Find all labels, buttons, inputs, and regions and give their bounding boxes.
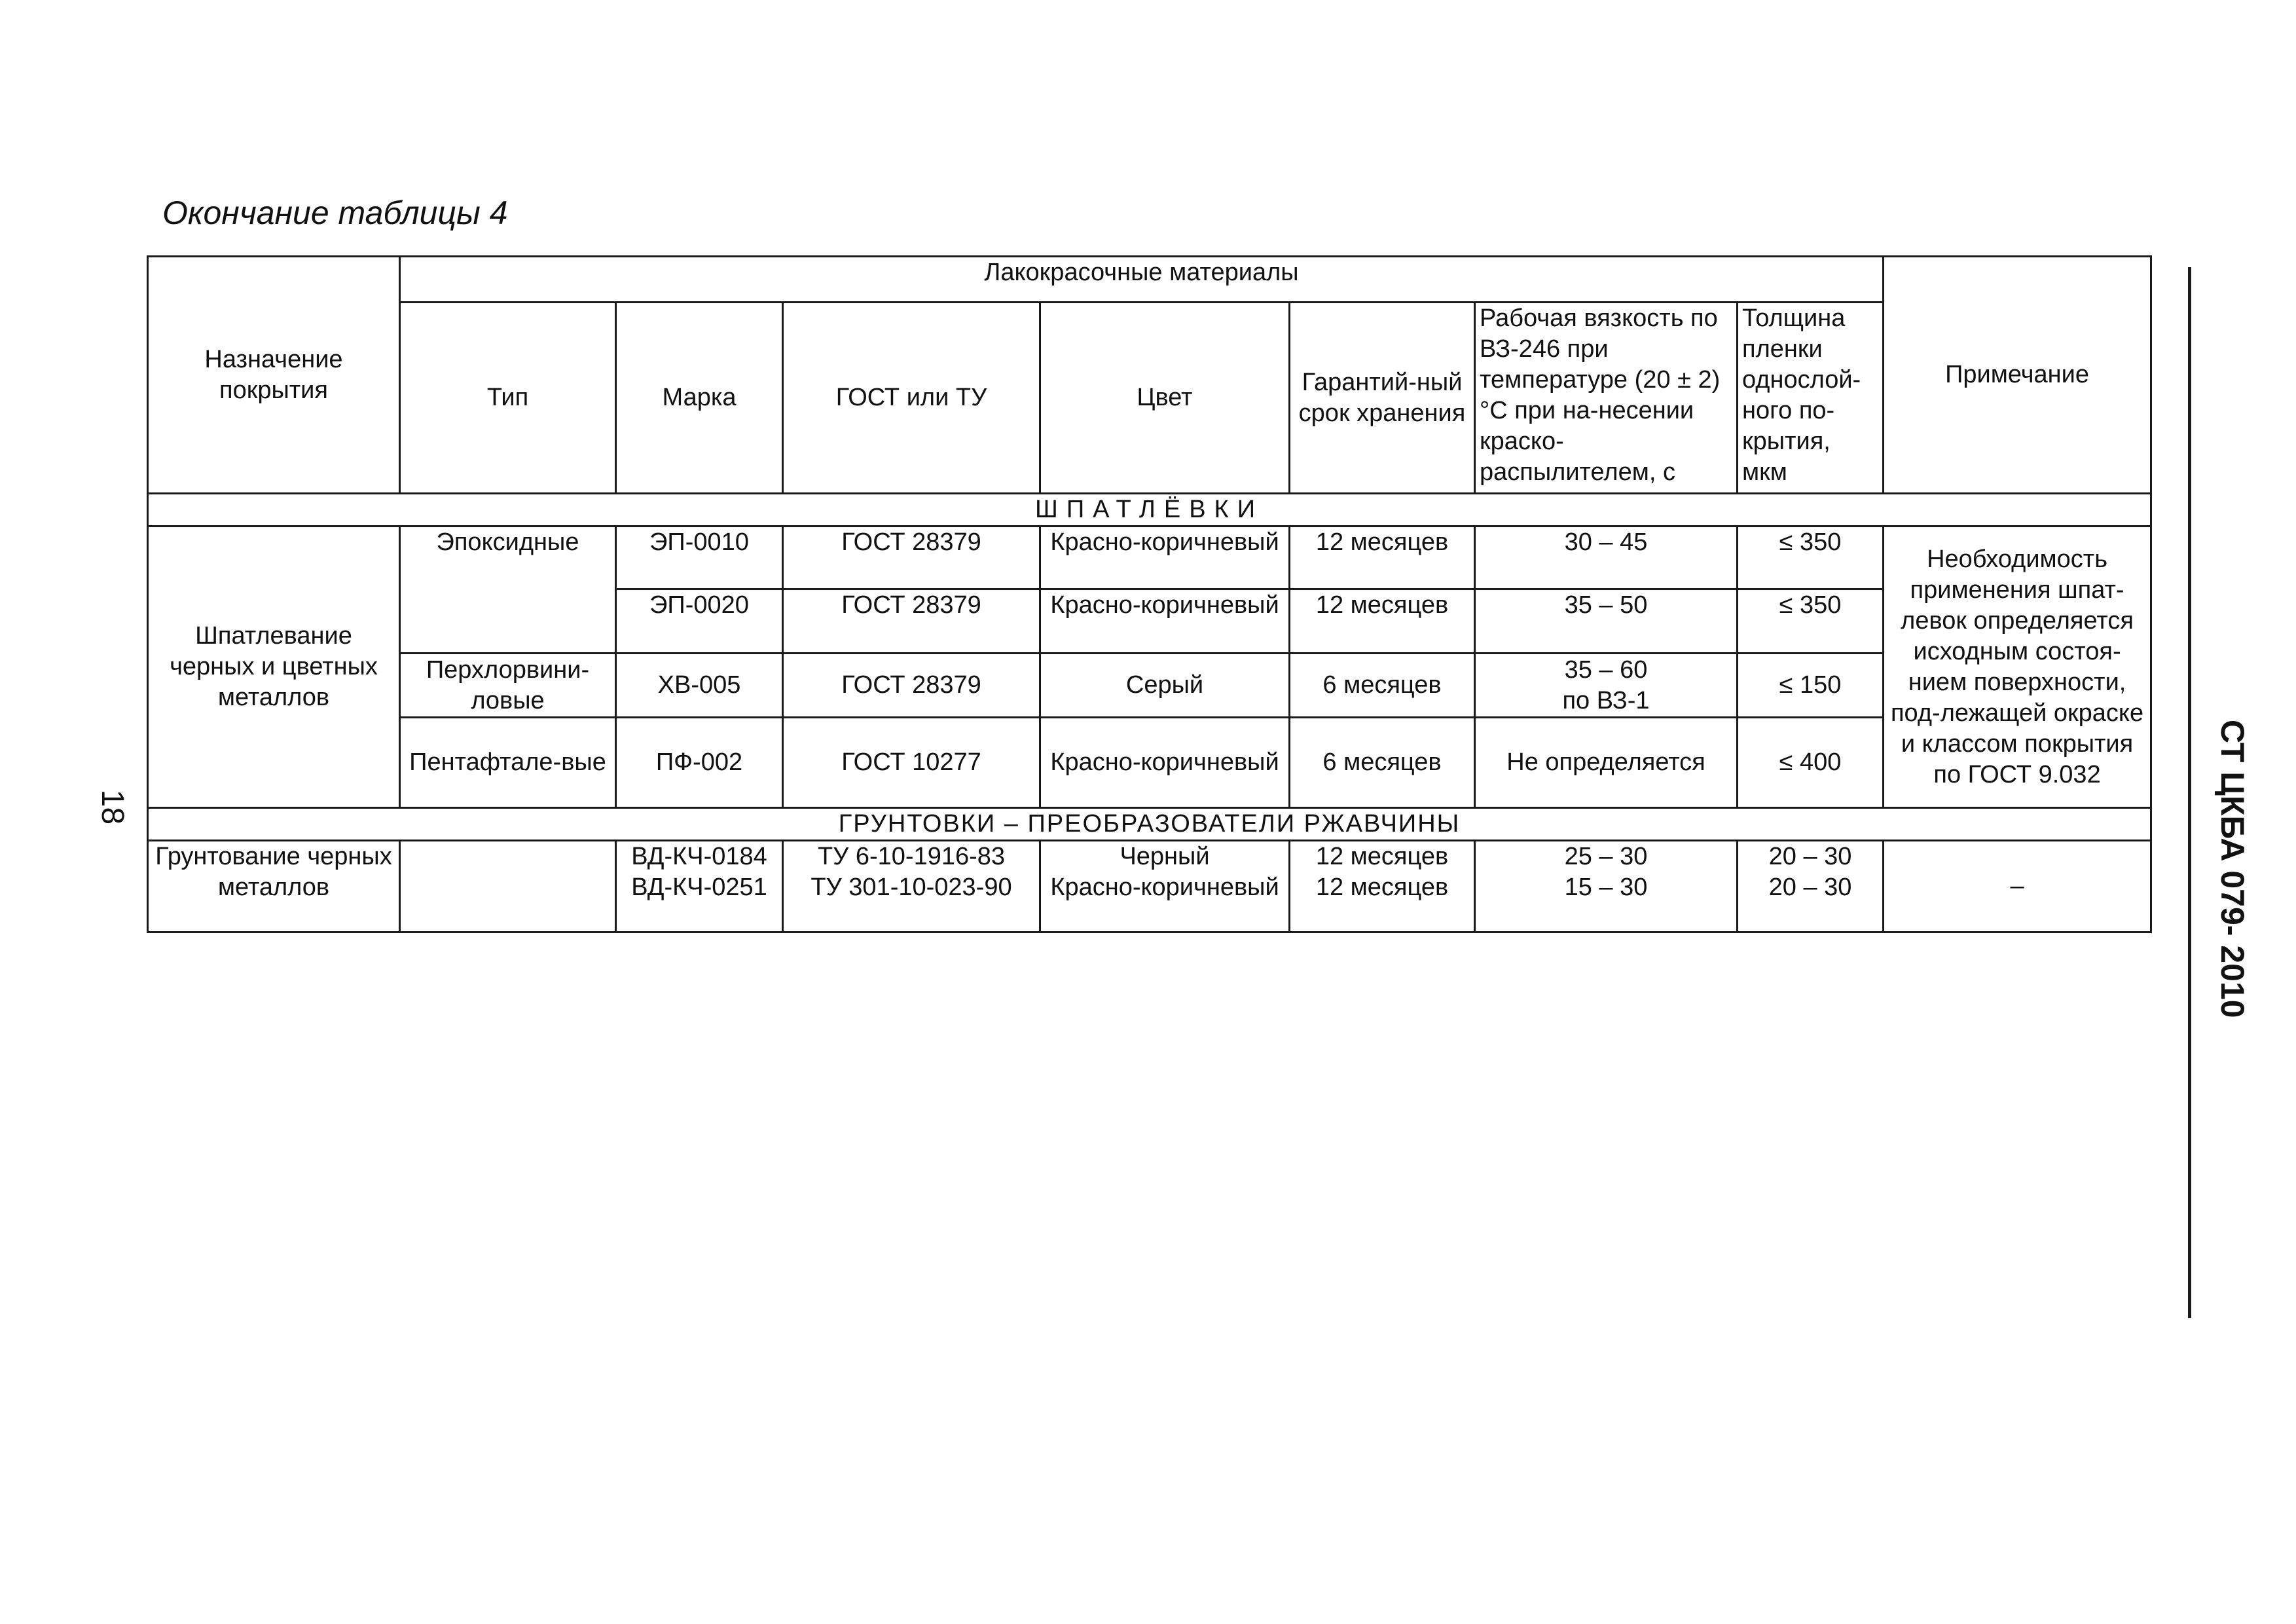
header-shelf-life: Гарантий-ный срок хранения xyxy=(1290,303,1475,494)
primers-viscosity-0184: 25 – 30 xyxy=(1564,843,1648,870)
primers-viscosity-0251: 15 – 30 xyxy=(1564,874,1648,901)
putty-thickness-hv005: ≤ 150 xyxy=(1738,654,1884,718)
table-caption: Окончание таблицы 4 xyxy=(162,194,508,231)
putty-thickness-ep0010: ≤ 350 xyxy=(1738,526,1884,589)
primers-shelf-life xyxy=(1290,841,1475,932)
primers-thickness xyxy=(1738,841,1884,932)
header-note: Примечание xyxy=(1884,257,2151,494)
putty-note: Необходимость применения шпат-левок определяется исходным состоя-нием поверхности, под-лежащей окраске и классом покрытия по ГОСТ 9.032 xyxy=(1884,526,2151,808)
putty-brand-ep0010: ЭП-0010 xyxy=(616,526,783,589)
page-number: 18 xyxy=(95,789,130,825)
putty-brand-pf002: ПФ-002 xyxy=(616,718,783,808)
primers-color xyxy=(1040,841,1290,932)
primers-thickness-0184: 20 – 30 xyxy=(1768,843,1852,870)
materials-table xyxy=(147,255,2152,933)
putty-viscosity-hv005-method: по ВЗ-1 xyxy=(1562,686,1650,714)
putty-color-pf002: Красно-коричневый xyxy=(1040,718,1290,808)
section-primers: ГРУНТОВКИ – ПРЕОБРАЗОВАТЕЛИ РЖАВЧИНЫ xyxy=(148,808,2151,841)
header-purpose: Назначение покрытия xyxy=(148,257,400,494)
primers-brand xyxy=(616,841,783,932)
putty-color-hv005: Серый xyxy=(1040,654,1290,718)
putty-color-ep0020: Красно-коричневый xyxy=(1040,589,1290,654)
putty-brand-hv005: ХВ-005 xyxy=(616,654,783,718)
primers-brand-0184: ВД-КЧ-0184 xyxy=(631,843,767,870)
primers-shelf-life-0251: 12 месяцев xyxy=(1315,874,1449,901)
putty-gost-pf002: ГОСТ 10277 xyxy=(783,718,1040,808)
primers-gost xyxy=(783,841,1040,932)
putty-viscosity-pf002: Не определяется xyxy=(1475,718,1738,808)
putty-purpose: Шпатлевание черных и цветных металлов xyxy=(148,526,400,808)
primers-purpose: Грунтование черных металлов xyxy=(148,841,400,932)
putty-brand-ep0020: ЭП-0020 xyxy=(616,589,783,654)
header-type: Тип xyxy=(400,303,616,494)
header-group: Лакокрасочные материалы xyxy=(400,257,1884,303)
header-brand: Марка xyxy=(616,303,783,494)
putty-viscosity-hv005 xyxy=(1475,654,1738,718)
putty-shelf-life-ep0010: 12 месяцев xyxy=(1290,526,1475,589)
putty-viscosity-ep0020: 35 – 50 xyxy=(1475,589,1738,654)
putty-type-perchlorovinyl: Перхлорвини-ловые xyxy=(400,654,616,718)
header-color: Цвет xyxy=(1040,303,1290,494)
primers-viscosity xyxy=(1475,841,1738,932)
putty-shelf-life-ep0020: 12 месяцев xyxy=(1290,589,1475,654)
primers-note: – xyxy=(1884,841,2151,932)
primers-gost-0251: ТУ 301-10-023-90 xyxy=(811,874,1012,901)
putty-thickness-pf002: ≤ 400 xyxy=(1738,718,1884,808)
putty-gost-ep0010: ГОСТ 28379 xyxy=(783,526,1040,589)
putty-type-epoxy: Эпоксидные xyxy=(400,526,616,654)
putty-color-ep0010: Красно-коричневый xyxy=(1040,526,1290,589)
header-gost: ГОСТ или ТУ xyxy=(783,303,1040,494)
putty-viscosity-ep0010: 30 – 45 xyxy=(1475,526,1738,589)
side-rule xyxy=(2188,267,2191,1318)
putty-shelf-life-hv005: 6 месяцев xyxy=(1290,654,1475,718)
primers-type xyxy=(400,841,616,932)
putty-viscosity-hv005-range: 35 – 60 xyxy=(1564,655,1648,684)
header-viscosity: Рабочая вязкость по ВЗ-246 при температуре (20 ± 2) °С при на-несении краско-распылителем, с xyxy=(1475,303,1738,494)
putty-gost-hv005: ГОСТ 28379 xyxy=(783,654,1040,718)
primers-color-0251: Красно-коричневый xyxy=(1050,874,1279,901)
primers-color-0184: Черный xyxy=(1120,843,1210,870)
putty-type-pentaphthalic: Пентафтале-вые xyxy=(400,718,616,808)
putty-thickness-ep0020: ≤ 350 xyxy=(1738,589,1884,654)
primers-thickness-0251: 20 – 30 xyxy=(1768,874,1852,901)
primers-gost-0184: ТУ 6-10-1916-83 xyxy=(817,843,1006,870)
section-putty: ШПАТЛЁВКИ xyxy=(148,494,2151,526)
putty-shelf-life-pf002: 6 месяцев xyxy=(1290,718,1475,808)
header-thickness: Толщина пленки однослой-ного по-крытия, мкм xyxy=(1738,303,1884,494)
document-code: СТ ЦКБА 079- 2010 xyxy=(2214,720,2251,1018)
putty-gost-ep0020: ГОСТ 28379 xyxy=(783,589,1040,654)
primers-brand-0251: ВД-КЧ-0251 xyxy=(631,874,767,901)
primers-shelf-life-0184: 12 месяцев xyxy=(1315,843,1449,870)
